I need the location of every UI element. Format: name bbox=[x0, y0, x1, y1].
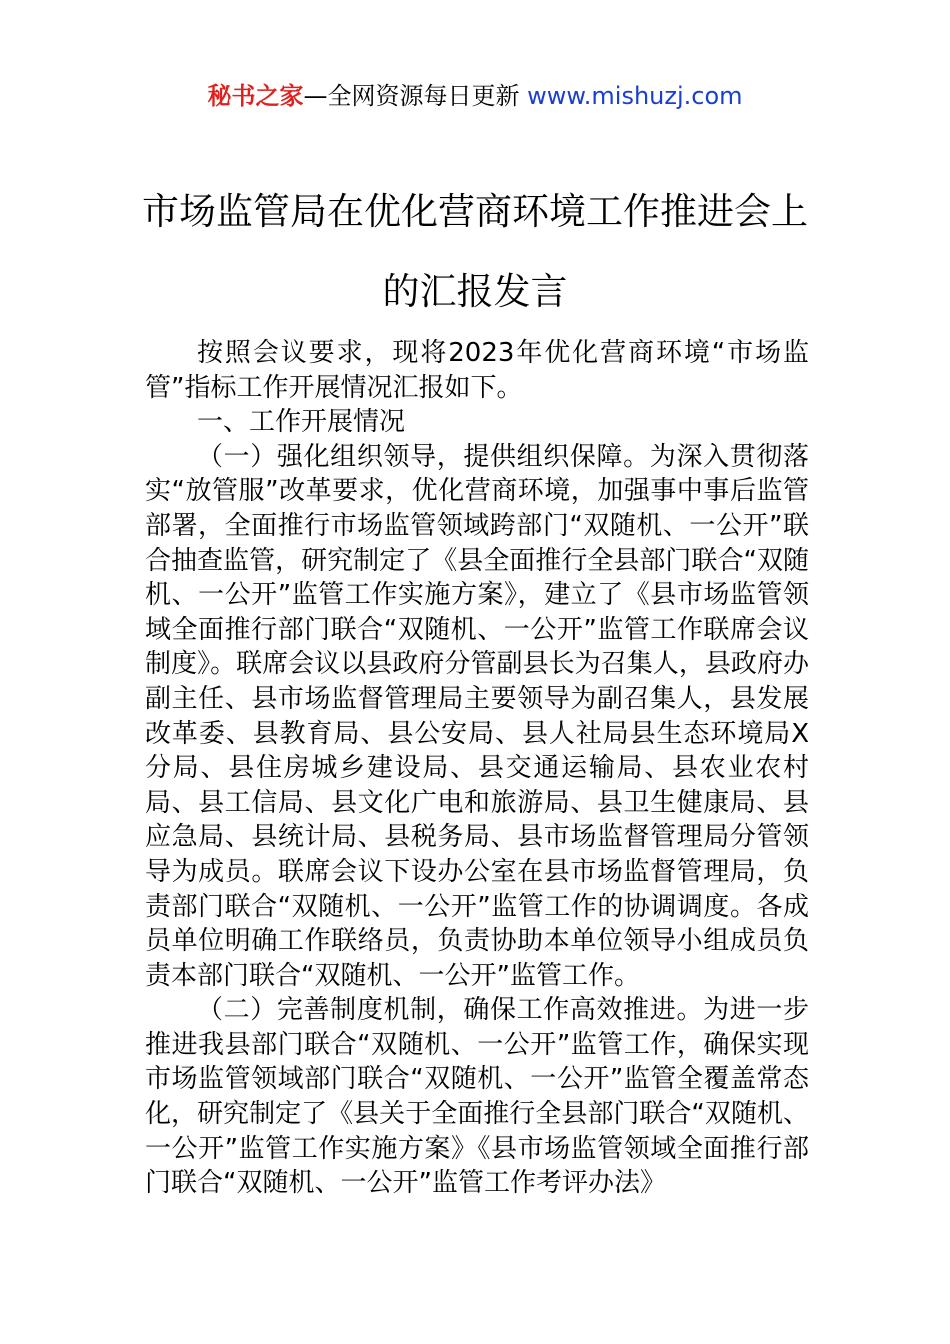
brand-name: 秘书之家 bbox=[207, 82, 304, 110]
title-line-1: 市场监管局在优化营商环境工作推进会上 bbox=[142, 190, 808, 233]
document-body bbox=[145, 336, 809, 1201]
body-paragraph: （一）强化组织领导，提供组织保障。为深入贯彻落实“放管服”改革要求，优化营商环境，加强事中事后监管部署，全面推行市场监管领域跨部门“双随机、一公开”联合抽查监管，研究制定了《县全面推行全县部门联合“双随机、一公开”监管工作实施方案》，建立了《县市场监管领域全面推行部门联合“双随机、一公开”监管工作联席会议制度》。联席会议以县政府分管副县长为召集人，县政府办副主任、县市场监督管理局主要领导为副召集人，县发展改革委、县教育局、县公安局、县人社局县生态环境局X分局、县住房城乡建设局、县交通运输局、县农业农村局、县工信局、县文化广电和旅游局、县卫生健康局、县应急局、县统计局、县税务局、县市场监督管理局分管领导为成员。联席会议下设办公室在县市场监督管理局，负责部门联合“双随机、一公开”监管工作的协调调度。各成员单位明确工作联络员，负责协助本单位领导小组成员负责本部门联合“双随机、一公开”监管工作。 bbox=[145, 441, 809, 991]
document-title bbox=[0, 172, 950, 332]
title-line-2: 的汇报发言 bbox=[382, 270, 568, 313]
site-url-link[interactable]: www.mishuzj.com bbox=[527, 82, 743, 110]
banner-tagline: —全网资源每日更新 bbox=[303, 82, 520, 110]
body-paragraph: （二）完善制度机制，确保工作高效推进。为进一步推进我县部门联合“双随机、一公开”监管工作，确保实现市场监管领域部门联合“双随机、一公开”监管全覆盖常态化，研究制定了《县关于全面推行全县部门联合“双随机、一公开”监管工作实施方案》《县市场监管领域全面推行部门联合“双随机、一公开”监管工作考评办法》 bbox=[145, 995, 809, 1199]
site-banner bbox=[0, 80, 950, 112]
intro-paragraph: 按照会议要求，现将2023年优化营商环境“市场监管”指标工作开展情况汇报如下。 bbox=[145, 338, 809, 403]
section-heading: 一、工作开展情况 bbox=[197, 407, 406, 438]
